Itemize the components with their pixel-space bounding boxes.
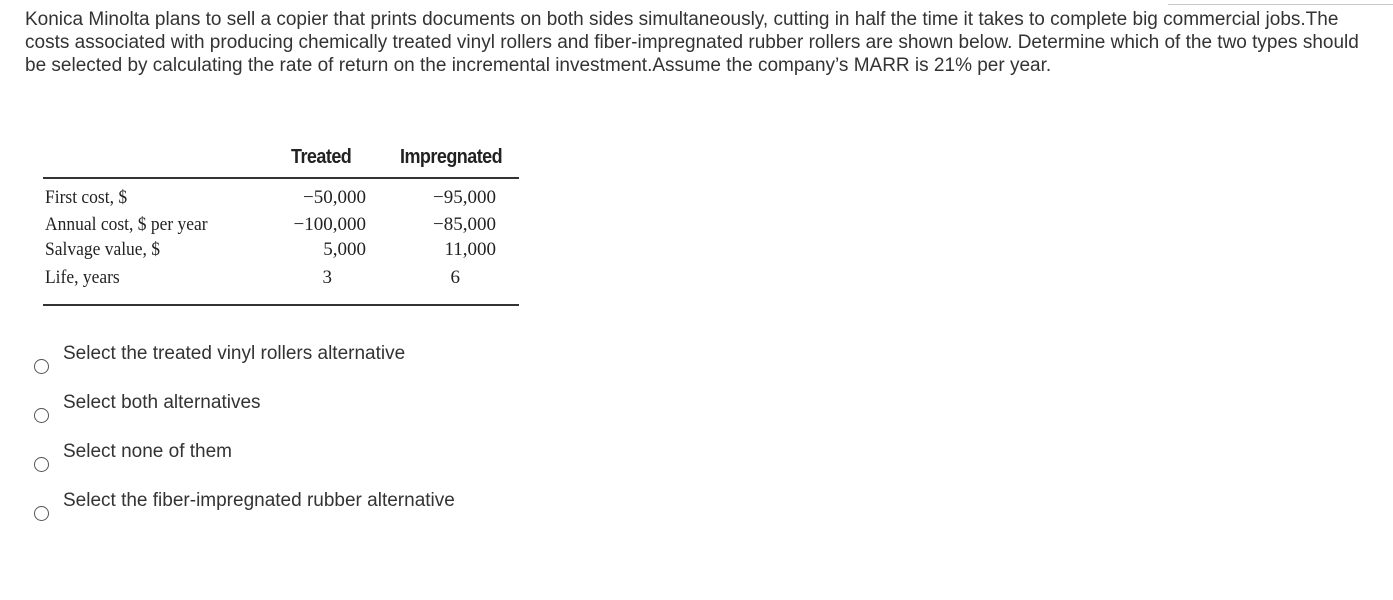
table-row [43, 267, 519, 292]
question-text: Konica Minolta plans to sell a copier that prints documents on both sides simultaneously, cutting in half the time it takes to complete big commercial jobs.The costs associated with producing chemically treated vinyl rollers and fiber-impregnated rubber rollers are shown below. Determine which of the two types should be selected by calculating the rate of return on the incremental investment.Assume the company’s MARR is 21% per year. [25, 9, 1359, 76]
question-text-block [25, 8, 1370, 77]
option-treated-vinyl[interactable] [30, 340, 630, 389]
cost-table [43, 142, 520, 310]
option-label[interactable]: Select the fiber-impregnated rubber alternative [63, 490, 455, 511]
top-divider [1168, 4, 1393, 5]
option-label[interactable]: Select both alternatives [63, 392, 261, 413]
column-header-impregnated: Impregnated [400, 146, 503, 168]
impregnated-value: −95,000 [433, 187, 496, 208]
table-row [43, 187, 519, 212]
treated-value: 5,000 [323, 239, 366, 260]
radio-button[interactable] [34, 408, 49, 423]
answer-options [30, 340, 630, 536]
row-label: Annual cost, $ per year [45, 214, 208, 235]
table-row [43, 214, 519, 239]
treated-value: 3 [322, 267, 332, 288]
table-header-rule [43, 177, 519, 179]
treated-value: −100,000 [293, 214, 366, 235]
row-label: First cost, $ [45, 187, 128, 208]
option-label[interactable]: Select none of them [63, 441, 232, 462]
radio-button[interactable] [34, 506, 49, 521]
table-row [43, 239, 519, 264]
treated-value: −50,000 [303, 187, 366, 208]
table-footer-rule [43, 304, 519, 306]
column-header-treated: Treated [291, 146, 352, 168]
row-label: Life, years [45, 267, 120, 288]
impregnated-value: 11,000 [444, 239, 496, 260]
option-both[interactable] [30, 389, 630, 438]
option-fiber-impregnated[interactable] [30, 487, 630, 536]
impregnated-value: −85,000 [433, 214, 496, 235]
impregnated-value: 6 [450, 267, 460, 288]
option-label[interactable]: Select the treated vinyl rollers alternative [63, 343, 406, 364]
radio-button[interactable] [34, 457, 49, 472]
row-label: Salvage value, $ [45, 239, 161, 260]
radio-button[interactable] [34, 359, 49, 374]
option-none[interactable] [30, 438, 630, 487]
